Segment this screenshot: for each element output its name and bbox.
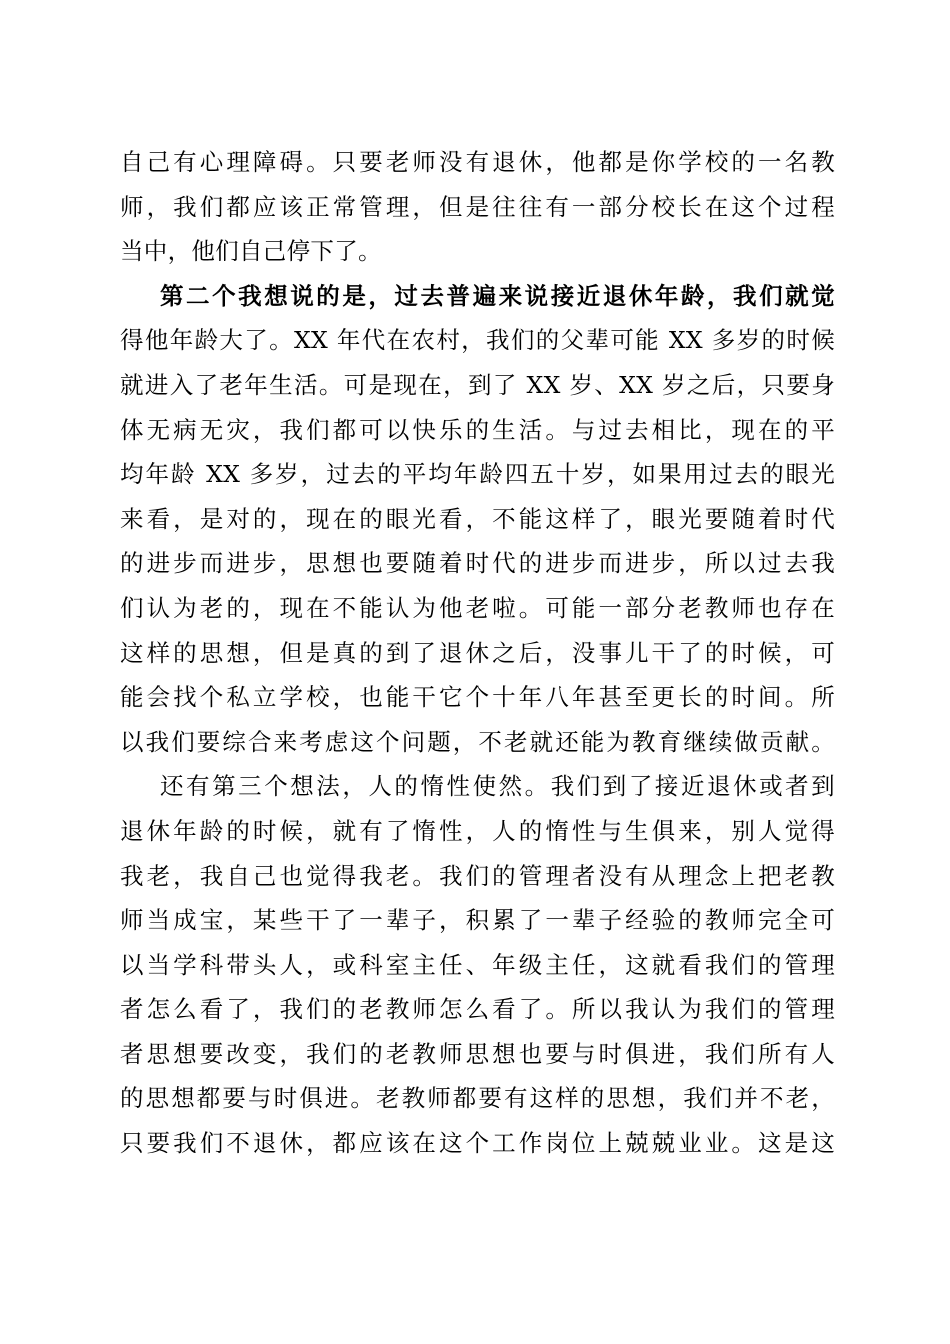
paragraph-3-line-9: 只要我们不退休，都应该在这个工作岗位上兢兢业业。这是这 (120, 1129, 835, 1158)
paragraph-3-line-2: 退休年龄的时候，就有了惰性，人的惰性与生俱来，别人觉得 (120, 816, 835, 845)
paragraph-2-line-7: 的进步而进步，思想也要随着时代的进步而进步，所以过去我 (120, 549, 835, 578)
document-body (120, 140, 835, 1166)
paragraph-2-line-2: 得他年龄大了。XX 年代在农村，我们的父辈可能 XX 多岁的时候 (120, 326, 835, 355)
paragraph-3-line-6: 者怎么看了，我们的老教师怎么看了。所以我认为我们的管理 (120, 995, 835, 1024)
paragraph-2-line-6: 来看，是对的，现在的眼光看，不能这样了，眼光要随着时代 (120, 504, 835, 533)
paragraph-1-line-3: 当中，他们自己停下了。 (120, 237, 382, 266)
paragraph-2-line-5: 均年龄 XX 多岁，过去的平均年龄四五十岁，如果用过去的眼光 (120, 460, 835, 489)
paragraph-3-line-8: 的思想都要与时俱进。老教师都要有这样的思想，我们并不老， (120, 1084, 835, 1113)
paragraph-1-line-2: 师，我们都应该正常管理，但是往往有一部分校长在这个过程 (120, 192, 835, 221)
paragraph-2-line-4: 体无病无灾，我们都可以快乐的生活。与过去相比，现在的平 (120, 415, 835, 444)
paragraph-2-line-8: 们认为老的，现在不能认为他老啦。可能一部分老教师也存在 (120, 593, 835, 622)
paragraph-3-line-1: 还有第三个想法，人的惰性使然。我们到了接近退休或者到 (160, 772, 835, 801)
paragraph-2-line-9: 这样的思想，但是真的到了退休之后，没事儿干了的时候，可 (120, 638, 835, 667)
paragraph-3-line-4: 师当成宝，某些干了一辈子，积累了一辈子经验的教师完全可 (120, 906, 835, 935)
paragraph-3-line-7: 者思想要改变，我们的老教师思想也要与时俱进，我们所有人 (120, 1039, 835, 1068)
paragraph-2-line-11: 以我们要综合来考虑这个问题，不老就还能为教育继续做贡献。 (120, 727, 835, 756)
paragraph-2-line-3: 就进入了老年生活。可是现在，到了 XX 岁、XX 岁之后，只要身 (120, 370, 835, 399)
paragraph-1-line-1: 自己有心理障碍。只要老师没有退休，他都是你学校的一名教 (120, 148, 835, 176)
paragraph-2-line-1: 第二个我想说的是，过去普遍来说接近退休年龄，我们就觉 (160, 281, 835, 310)
paragraph-3-line-5: 以当学科带头人，或科室主任、年级主任，这就看我们的管理 (120, 950, 835, 979)
paragraph-2-line-10: 能会找个私立学校，也能干它个十年八年甚至更长的时间。所 (120, 683, 835, 712)
paragraph-3-line-3: 我老，我自己也觉得我老。我们的管理者没有从理念上把老教 (120, 861, 835, 890)
